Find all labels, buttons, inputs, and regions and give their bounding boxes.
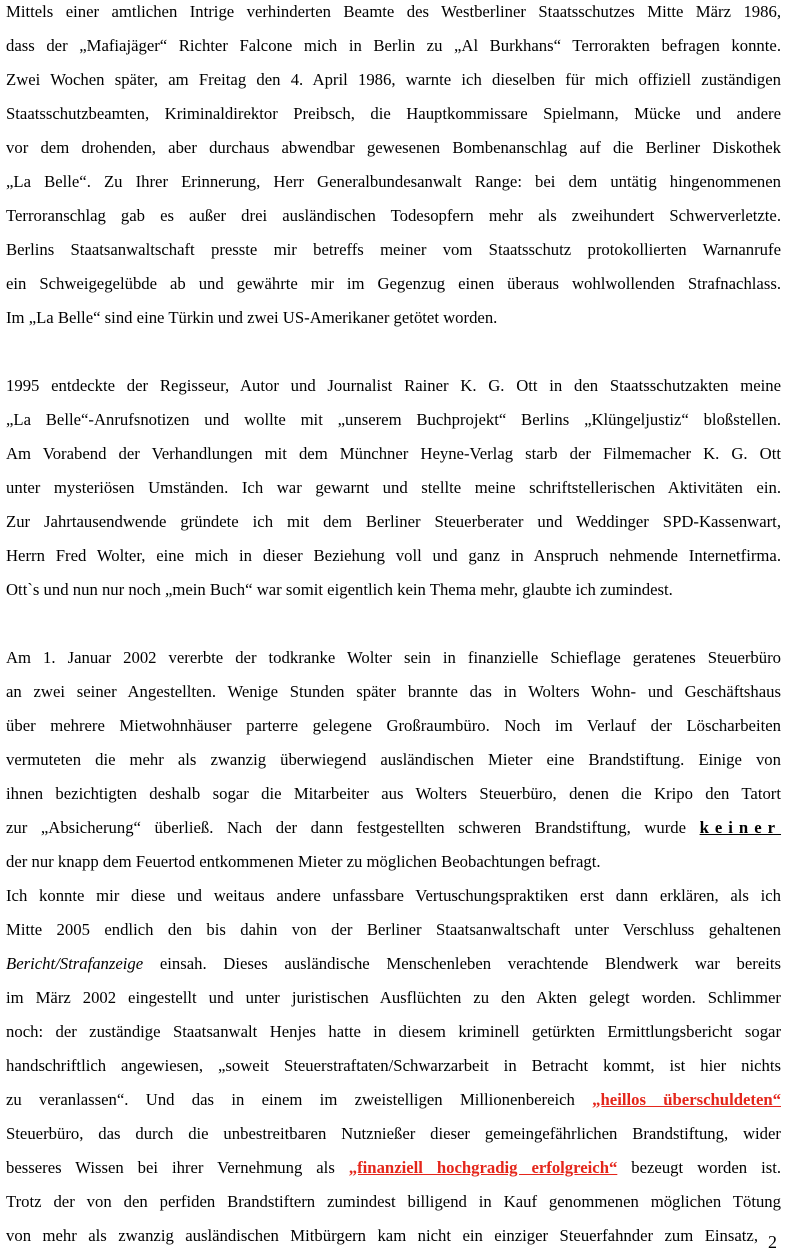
text-line: vor dem drohenden, aber durchaus abwendbar gewesenen Bombenanschlag auf die Berliner Diskothek — [6, 138, 781, 157]
text-line: Im „La Belle“ sind eine Türkin und zwei US-Amerikaner getötet worden. — [6, 308, 498, 327]
text-line: über mehrere Mietwohnhäuser parterre gelegene Großraumbüro. Noch im Verlauf der Löscharbeiten — [6, 716, 781, 735]
text-line: von mehr als zwanzig ausländischen Mitbürgern kam nicht ein einziger Steuerfahnder zum Einsatz, — [6, 1226, 758, 1245]
text-line: Terroranschlag gab es außer drei ausländischen Todesopfern mehr als zweihundert Schwerverletzte. — [6, 206, 781, 225]
text-line: Mitte 2005 endlich den bis dahin von der Berliner Staatsanwaltschaft unter Verschluss gehaltenen — [6, 920, 781, 939]
text-line: im März 2002 eingestellt und unter juristischen Ausflüchten zu den Akten gelegt worden. Schlimmer — [6, 988, 781, 1007]
text-line: Herrn Fred Wolter, eine mich in dieser Beziehung voll und ganz in Anspruch nehmende Internetfirma. — [6, 546, 781, 565]
text-line: noch: der zuständige Staatsanwalt Henjes hatte in diesem kriminell getürkten Ermittlungsbericht sogar — [6, 1022, 781, 1041]
text-line: der nur knapp dem Feuertod entkommenen Mieter zu möglichen Beobachtungen befragt. — [6, 852, 601, 871]
text-line: vermuteten die mehr als zwanzig überwiegend ausländischen Mieter eine Brandstiftung. Einige von — [6, 750, 781, 769]
text-line: Berlins Staatsanwaltschaft presste mir betreffs meiner vom Staatsschutz protokollierten Warnanrufe — [6, 240, 781, 259]
text-segment: bezeugt worden ist. — [631, 1158, 782, 1177]
text-line: ein Schweigegelübde ab und gewährte mir im Gegenzug einen überaus wohlwollenden Strafnachlass. — [6, 274, 781, 293]
text-line: Ott`s und nun nur noch „mein Buch“ war somit eigentlich kein Thema mehr, glaubte ich zumindest. — [6, 580, 673, 599]
text-segment: besseres Wissen bei ihrer Vernehmung als — [6, 1158, 335, 1177]
text-line — [6, 954, 781, 974]
text-line: Ich konnte mir diese und weitaus andere unfassbare Vertuschungspraktiken erst dann erklären, als ich — [6, 886, 781, 905]
text-line: dass der „Mafiajäger“ Richter Falcone mich in Berlin zu „Al Burkhans“ Terrorakten befragen konnte. — [6, 36, 781, 55]
text-line: Am Vorabend der Verhandlungen mit dem Münchner Heyne-Verlag starb der Filmemacher K. G. Ott — [6, 444, 781, 463]
italic-title: Bericht/Strafanzeige — [6, 954, 144, 973]
text-line: unter mysteriösen Umständen. Ich war gewarnt und stellte meine schriftstellerischen Aktivitäten ein. — [6, 478, 781, 497]
emphasis-keiner: keiner — [699, 818, 782, 837]
text-line: Trotz der von den perfiden Brandstiftern zumindest billigend in Kauf genommenen möglichen Tötung — [6, 1192, 781, 1211]
text-line — [6, 1090, 781, 1110]
text-segment: zu veranlassen“. Und das in einem im zweistelligen Millionenbereich — [6, 1090, 575, 1109]
text-line: Zwei Wochen später, am Freitag den 4. April 1986, warnte ich dieselben für mich offiziell zuständigen — [6, 70, 781, 89]
highlight-red: „finanziell hochgradig erfolgreich“ — [348, 1158, 618, 1177]
text-segment: einsah. Dieses ausländische Menschenleben verachtende Blendwerk war bereits — [143, 954, 781, 973]
text-line: Am 1. Januar 2002 vererbte der todkranke Wolter sein in finanzielle Schieflage geratenes Steuerbüro — [6, 648, 781, 667]
text-line: Staatsschutzbeamten, Kriminaldirektor Preibsch, die Hauptkommissare Spielmann, Mücke und andere — [6, 104, 781, 123]
text-line: Mittels einer amtlichen Intrige verhinderten Beamte des Westberliner Staatsschutzes Mitte März 1986, — [6, 2, 781, 21]
text-line: „La Belle“. Zu Ihrer Erinnerung, Herr Generalbundesanwalt Range: bei dem untätig hingenommenen — [6, 172, 781, 191]
text-line: Zur Jahrtausendwende gründete ich mit dem Berliner Steuerberater und Weddinger SPD-Kassenwart, — [6, 512, 781, 531]
text-line: „La Belle“-Anrufsnotizen und wollte mit „unserem Buchprojekt“ Berlins „Klüngeljustiz“ bloßstellen. — [6, 410, 781, 429]
text-segment: zur „Absicherung“ überließ. Nach der dann festgestellten schweren Brandstiftung, wurde — [6, 818, 687, 837]
text-line: 1995 entdeckte der Regisseur, Autor und Journalist Rainer K. G. Ott in den Staatsschutzakten meine — [6, 376, 781, 395]
text-line: handschriftlich angewiesen, „soweit Steuerstraftaten/Schwarzarbeit in Betracht kommt, ist hier nichts — [6, 1056, 781, 1075]
text-line — [6, 818, 781, 838]
page-number: 2 — [768, 1232, 777, 1252]
text-line: Steuerbüro, das durch die unbestreitbaren Nutznießer dieser gemeingefährlichen Brandstiftung, wider — [6, 1124, 781, 1143]
highlight-red: „heillos überschuldeten“ — [592, 1090, 781, 1109]
text-line — [6, 1158, 781, 1178]
text-line: an zwei seiner Angestellten. Wenige Stunden später brannte das in Wolters Wohn- und Geschäftshaus — [6, 682, 781, 701]
text-line: ihnen bezichtigten deshalb sogar die Mitarbeiter aus Wolters Steuerbüro, denen die Kripo den Tatort — [6, 784, 781, 803]
